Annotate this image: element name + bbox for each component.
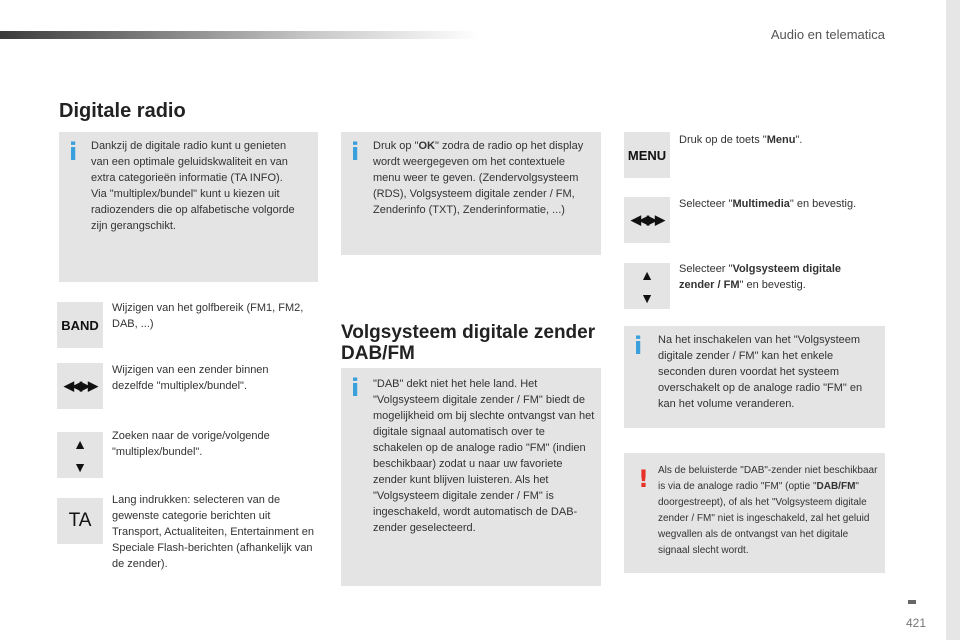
info-text: Na het inschakelen van het "Volgsysteem digitale zender / FM" kan het enkele seconden duren voordat het systeem overschakelt op de analoge radio "FM" en kan het volume veranderen. [658, 334, 863, 410]
ta-button[interactable] [57, 498, 103, 544]
page-title: Digitale radio [59, 100, 186, 122]
warning-box [624, 453, 885, 573]
arrow-up-icon: ▲ [73, 435, 87, 452]
step-menu-text: Druk op de toets "Menu". [679, 134, 803, 146]
multimedia-nav-button[interactable] [624, 197, 670, 243]
page-edge-strip [946, 0, 960, 640]
prev-next-button[interactable] [57, 363, 103, 409]
section-title: Volgsysteem digitale zender DAB/FM [341, 322, 596, 364]
arrow-down-icon: ▼ [73, 458, 87, 475]
arrow-up-icon: ▲ [640, 266, 654, 283]
step-multimedia-text: Selecteer "Multimedia" en bevestig. [679, 198, 857, 210]
info-box-fm-switch [624, 326, 885, 428]
info-text: Druk op "OK" zodra de radio op het display wordt weergegeven om het contextuele menu weer te geven. (Zendervolgsysteem (RDS), Volgsysteem digitale zender / FM, Zenderinfo (TXT), Zenderinformatie, ...) [373, 140, 584, 216]
warning-text: Als de beluisterde "DAB"-zender niet beschikbaar is via de analoge radio "FM" (optie "DAB/FM" doorgestreept), of als het "Volgsysteem digitale zender / FM" niet is ingeschakeld, zal het geluid wegvallen als de ontvangst van het digitale signaal slecht wordt. [658, 465, 878, 556]
info-box-ok-menu [341, 132, 601, 255]
info-icon: i [69, 138, 78, 166]
info-box-dab-coverage [341, 368, 601, 586]
info-text: Dankzij de digitale radio kunt u genieten van een optimale geluidskwaliteit en van extra categorieën informatie (TA INFO). Via "multiplex/bundel" kunt u kiezen uit radiozenders die op alfabetische volgorde zijn gerangschikt. [91, 140, 295, 232]
prev-next-arrows-icon: ◀◀▶▶ [64, 378, 96, 393]
menu-button[interactable] [624, 132, 670, 178]
page-marker [908, 600, 916, 604]
band-description: Wijzigen van het golfbereik (FM1, FM2, DAB, ...) [112, 302, 304, 330]
up-down-select-button[interactable] [624, 263, 670, 309]
header-gradient-bar [0, 31, 480, 39]
menu-label: MENU [627, 147, 667, 163]
arrow-down-icon: ▼ [640, 289, 654, 306]
info-text: "DAB" dekt niet het hele land. Het "Volgsysteem digitale zender / FM" biedt de mogelijkheid om bij slechte ontvangst van het digitale signaal automatisch over te schakelen op de analoge radio "FM" (indien beschikbaar) zodat u naar uw favoriete zender kunt blijven luisteren. Als het "Volgsysteem digitale zender / FM" is ingeschakeld, wordt automatisch de DAB-zender geselecteerd. [373, 378, 595, 534]
info-box-digital-radio [59, 132, 318, 282]
warning-icon: ! [638, 465, 649, 493]
header-section-title: Audio en telematica [770, 27, 885, 42]
band-label: BAND [61, 317, 99, 333]
ta-description: Lang indrukken: selecteren van de gewenste categorie berichten uit Transport, Actualiteiten, Entertainment en Speciale Flash-berichten (afhankelijk van de zender). [112, 494, 314, 570]
ta-label: TA [68, 510, 92, 531]
page-number: 421 [905, 616, 926, 630]
info-icon: i [634, 332, 643, 360]
info-icon: i [351, 374, 360, 402]
prev-next-arrows-icon: ◀◀▶▶ [631, 212, 663, 227]
up-down-button[interactable] [57, 432, 103, 478]
info-icon: i [351, 138, 360, 166]
band-button[interactable] [57, 302, 103, 348]
step-select-text: Selecteer "Volgsysteem digitale zender / FM" en bevestig. [679, 263, 842, 291]
prev-next-description: Wijzigen van een zender binnen dezelfde "multiplex/bundel". [112, 364, 269, 392]
up-down-description: Zoeken naar de vorige/volgende "multiplex/bundel". [112, 430, 270, 458]
